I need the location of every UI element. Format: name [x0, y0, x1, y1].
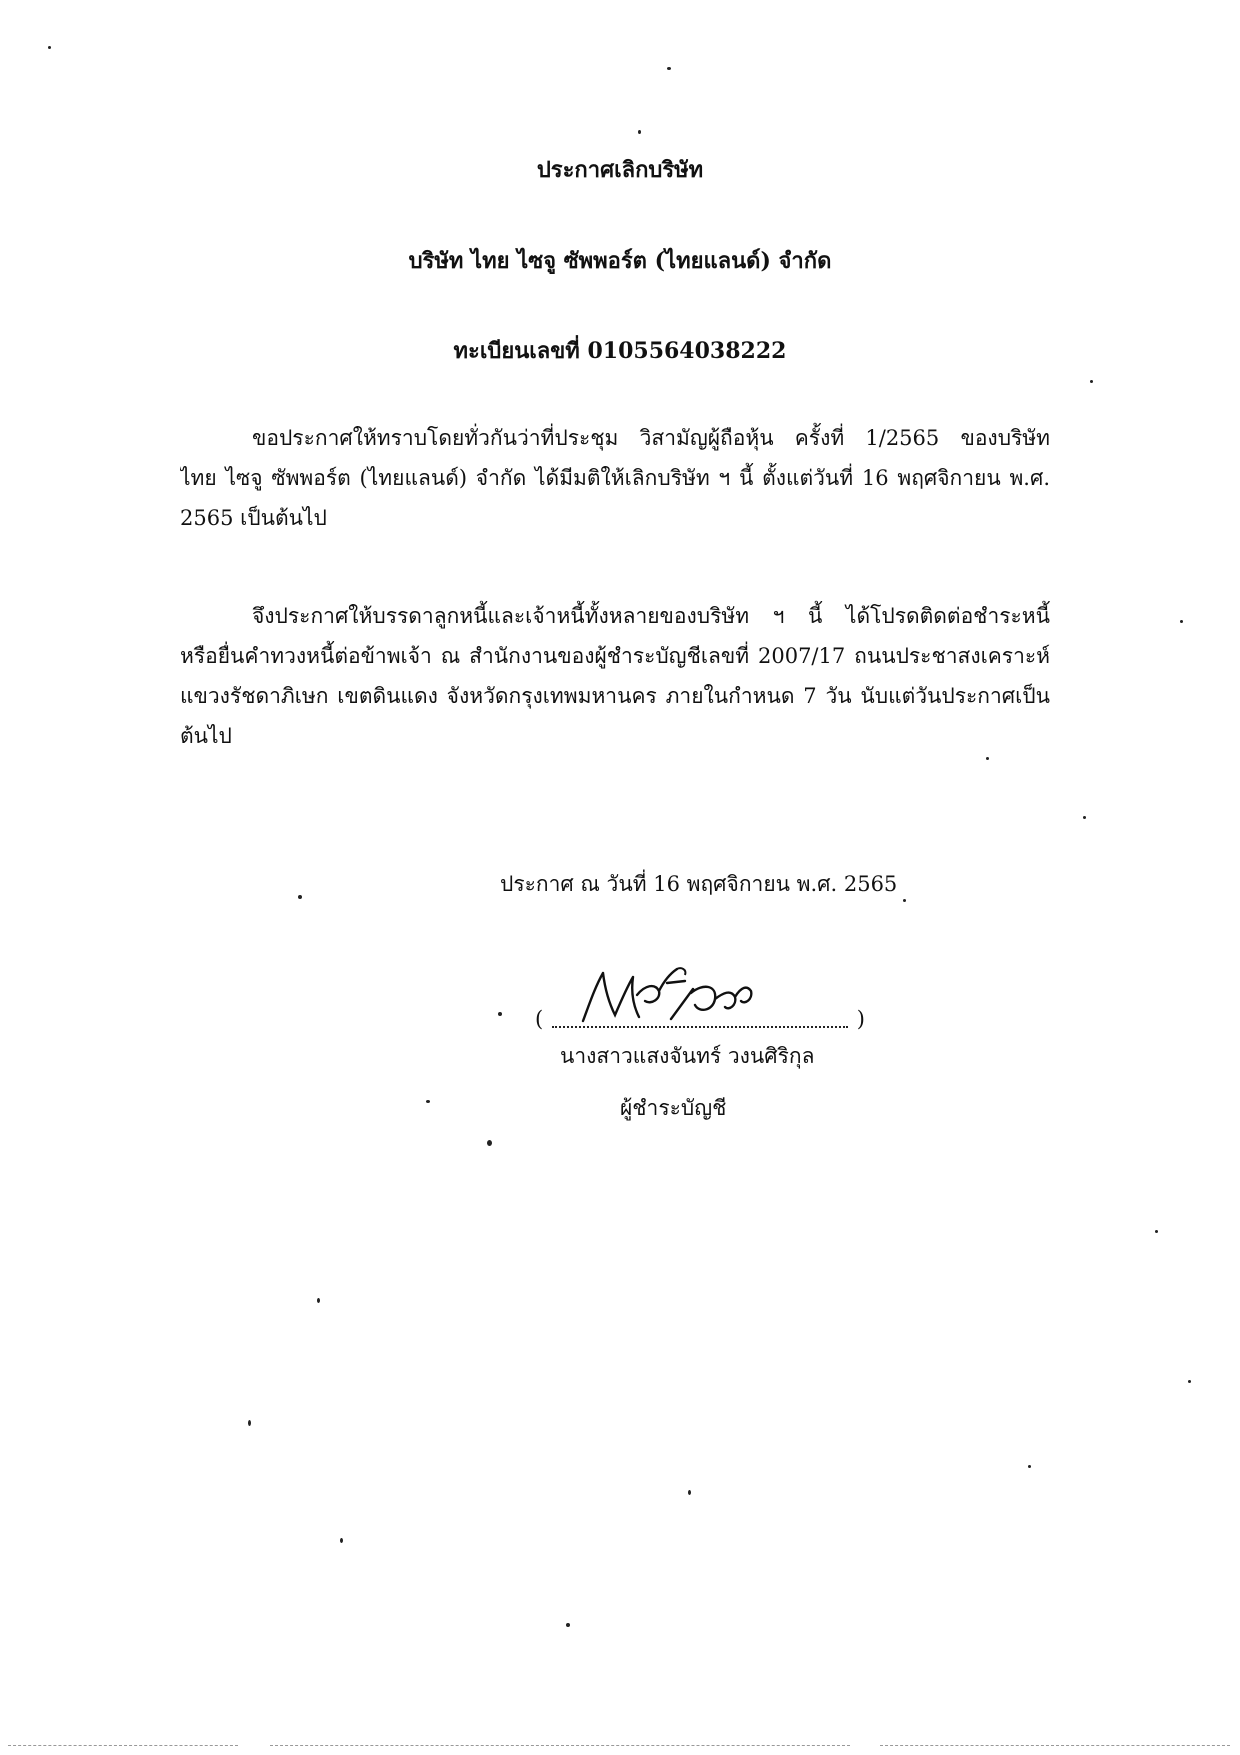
scan-speck — [903, 899, 906, 902]
paragraph-line: 2565 เป็นต้นไป — [180, 506, 327, 530]
signer-name: นางสาวแสงจันทร์ วงนศิริกุล — [560, 1044, 815, 1068]
scan-speck — [1155, 1230, 1158, 1233]
paragraph-line: แขวงรัชดาภิเษก เขตดินแดง จังหวัดกรุงเทพมหานคร ภายในกำหนด 7 วัน นับแต่วันประกาศเป็น — [180, 684, 1050, 708]
scan-speck — [426, 1100, 430, 1103]
handwritten-signature — [575, 965, 765, 1027]
scan-edge-line — [270, 1745, 850, 1747]
dissolution-paragraph — [180, 418, 1050, 538]
announcement-date: ประกาศ ณ วันที่ 16 พฤศจิกายน พ.ศ. 2565 — [500, 872, 898, 896]
scan-speck — [248, 1420, 251, 1426]
scan-speck — [1083, 816, 1086, 819]
scan-speck — [487, 1140, 492, 1146]
scan-speck — [1180, 620, 1183, 623]
signer-role: ผู้ชำระบัญชี — [620, 1096, 727, 1120]
scan-speck — [340, 1538, 343, 1543]
scan-speck — [566, 1623, 570, 1627]
paragraph-line: ต้นไป — [180, 724, 232, 748]
signature-open-paren: ( — [535, 1007, 544, 1031]
scan-speck — [298, 895, 302, 899]
paragraph-line: ไทย ไซจู ซัพพอร์ต (ไทยแลนด์) จำกัด ได้มีมติให้เลิกบริษัท ฯ นี้ ตั้งแต่วันที่ 16 พฤศจิกายน พ.ศ. — [180, 466, 1050, 490]
scan-edge-line — [8, 1745, 238, 1747]
document-title: ประกาศเลิกบริษัท — [536, 157, 704, 183]
creditors-paragraph — [180, 596, 1050, 756]
scan-speck — [688, 1490, 691, 1495]
signature-line — [535, 965, 865, 1035]
paragraph-line: ขอประกาศให้ทราบโดยทั่วกันว่าที่ประชุม วิสามัญผู้ถือหุ้น ครั้งที่ 1/2565 ของบริษัท — [252, 426, 1050, 450]
scan-speck — [498, 1012, 502, 1016]
scan-speck — [48, 46, 51, 49]
scan-speck — [638, 130, 641, 134]
registration-number: ทะเบียนเลขที่ 0105564038222 — [453, 338, 787, 364]
paragraph-line: จึงประกาศให้บรรดาลูกหนี้และเจ้าหนี้ทั้งหลายของบริษัท ฯ นี้ ได้โปรดติดต่อชำระหนี้ — [252, 604, 1050, 628]
scan-speck — [1028, 1465, 1031, 1468]
scan-speck — [986, 757, 989, 760]
scan-speck — [317, 1298, 320, 1303]
scan-speck — [1090, 380, 1093, 383]
signature-close-paren: ) — [856, 1007, 865, 1031]
scan-speck — [1188, 1380, 1191, 1383]
company-name: บริษัท ไทย ไซจู ซัพพอร์ต (ไทยแลนด์) จำกัด — [408, 248, 832, 274]
scan-edge-line — [880, 1745, 1230, 1747]
paragraph-line: หรือยื่นคำทวงหนี้ต่อข้าพเจ้า ณ สำนักงานของผู้ชำระบัญชีเลขที่ 2007/17 ถนนประชาสงเคราะห์ — [180, 644, 1050, 668]
scan-speck — [667, 67, 671, 70]
